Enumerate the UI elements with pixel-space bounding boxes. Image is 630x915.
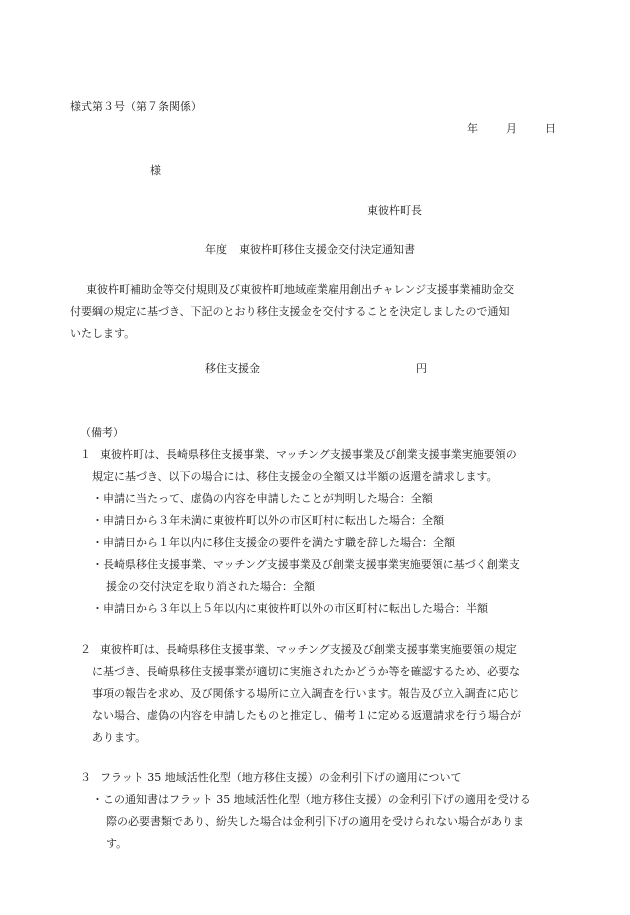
remark-1-bullet-2: ・申請日から３年未満に東彼杵町以外の市区町村に転出した場合：全額 [92,514,444,527]
amount-unit: 円 [416,362,427,375]
body-line-1: 東彼杵町補助金等交付規則及び東彼杵町地域産業雇用創出チャレンジ支援事業補助金交 [86,283,515,296]
remark-2-line-1: 東彼杵町は、長崎県移住支援事業、マッチング支援及び創業支援事業実施要領の規定 [100,643,517,656]
remark-1-number: １ [80,448,91,461]
form-number-label: 様式第３号（第７条関係） [70,100,202,113]
remark-3-number: ３ [80,771,91,784]
remark-2-line-3: 事項の報告を求め、及び関係する場所に立入調査を行います。報告及び立入調査に応じ [92,687,520,700]
body-line-3: いたします。 [70,327,136,340]
remark-2-line-5: あります。 [92,731,147,744]
remark-2-line-2: に基づき、長崎県移住支援事業が適切に実施されたかどうか等を確認するため、必要な [92,665,521,678]
date-year-label: 年 [467,122,478,135]
remarks-heading: （備考） [80,426,124,439]
body-line-2: 付要綱の規定に基づき、下記のとおり移住支援金を交付することを決定しましたので通知 [70,305,510,318]
remark-1-bullet-3: ・申請日から１年以内に移住支援金の要件を満たす職を辞した場合：全額 [92,536,455,549]
document-title-text: 東彼杵町移住支援金交付決定通知書 [239,243,415,256]
remark-3-line-1: フラット 35 地域活性化型（地方移住支援）の金利引下げの適用について [100,771,462,784]
date-line [467,122,556,136]
fiscal-year-label: 年度 [205,243,227,256]
document-title [205,243,415,257]
amount-label: 移住支援金 [205,362,260,375]
sender-name: 東彼杵町長 [367,204,422,217]
date-month-label: 月 [506,122,517,135]
remark-2-number: ２ [80,643,91,656]
remark-1-bullet-4-continuation: 援金の交付決定を取り消された場合：全額 [106,580,315,593]
remark-2-line-4: ない場合、虚偽の内容を申請したものと推定し、備考１に定める返還請求を行う場合が [92,709,521,722]
remark-3-bullet-line-2: 際の必要書類であり、紛失した場合は金利引下げの適用を受けられない場合がありま [106,815,524,828]
remark-3-bullet-line-3: す。 [106,837,128,850]
remark-1-bullet-4: ・長崎県移住支援事業、マッチング支援事業及び創業支援事業実施要領に基づく創業支 [92,558,520,571]
remark-3-bullet-line-1: ・この通知書はフラット 35 地域活性化型（地方移住支援）の金利引下げの適用を受ける [92,793,531,806]
date-day-label: 日 [545,122,556,135]
remark-1-line-2: 規定に基づき、以下の場合には、移住支援金の全額又は半額の返還を請求します。 [92,470,498,483]
remark-1-bullet-5: ・申請日から３年以上５年以内に東彼杵町以外の市区町村に転出した場合：半額 [92,602,488,615]
remark-1-line-1: 東彼杵町は、長崎県移住支援事業、マッチング支援事業及び創業支援事業実施要領の [100,448,517,461]
remark-1-bullet-1: ・申請に当たって、虚偽の内容を申請したことが判明した場合：全額 [92,492,433,505]
addressee-honorific: 様 [150,164,161,177]
